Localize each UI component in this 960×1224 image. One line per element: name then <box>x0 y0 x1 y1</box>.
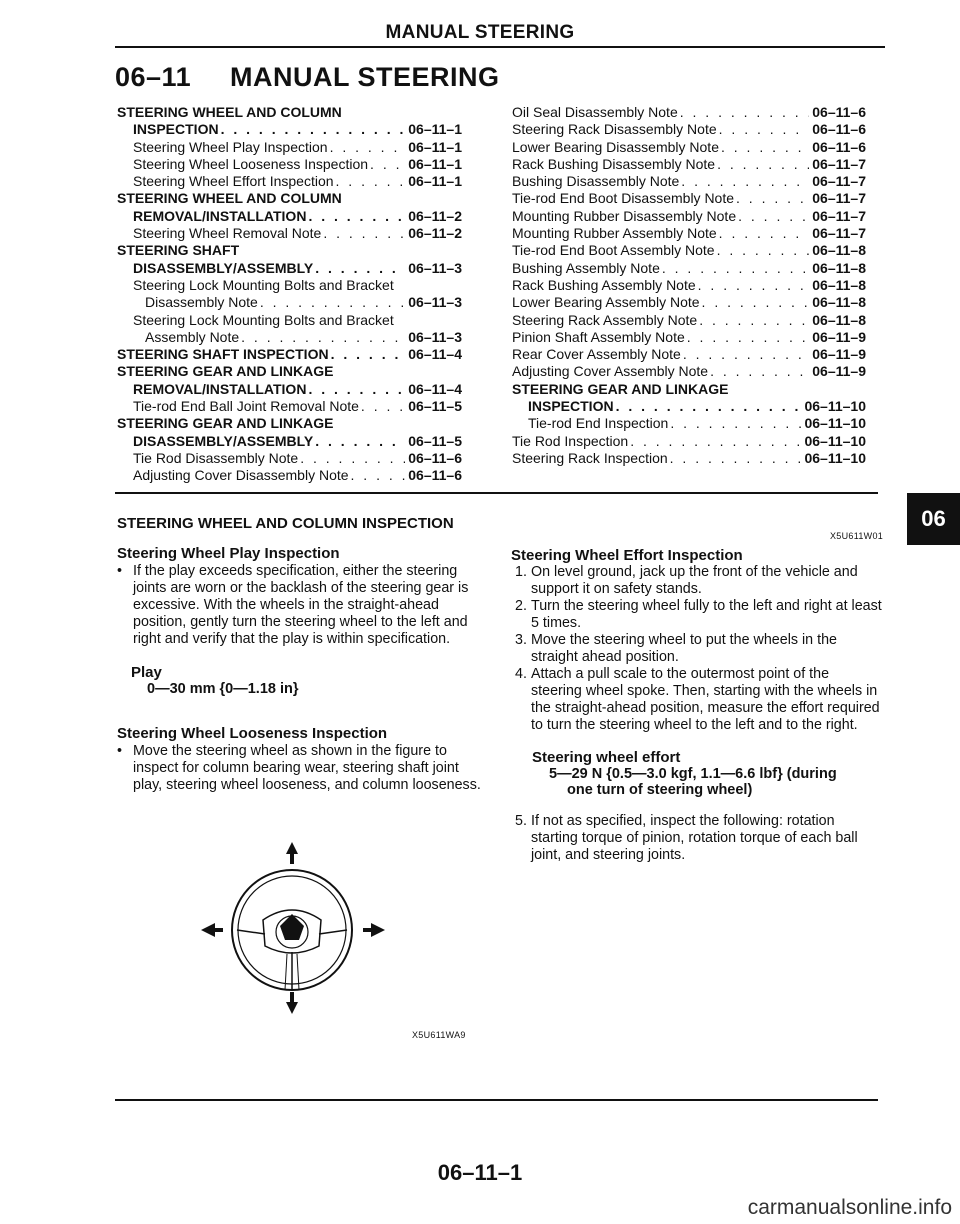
watermark-text: carmanualsonline.info <box>747 1196 952 1219</box>
toc-leader-dots <box>329 346 406 363</box>
effort-step: 2. Turn the steering wheel fully to the left and right at least 5 times. <box>515 598 882 631</box>
toc-entry-label: STEERING GEAR AND LINKAGE <box>117 363 334 380</box>
steering-wheel-figure <box>195 842 390 1017</box>
toc-entry <box>512 277 866 294</box>
toc-entry <box>117 329 462 346</box>
toc-entry <box>117 190 462 207</box>
toc-entry-page: 06–11–9 <box>812 363 866 380</box>
toc-entry-page: 06–11–6 <box>812 104 866 120</box>
toc-entry <box>512 121 866 138</box>
toc-entry-label: Steering Wheel Looseness Inspection <box>133 155 369 172</box>
toc-entry-label: DISASSEMBLY/ASSEMBLY <box>133 432 314 449</box>
toc-entry <box>117 398 462 415</box>
section-number: 06–11 <box>115 62 192 92</box>
arrow-up-icon <box>286 842 298 864</box>
toc-entry-label: Tie Rod Disassembly Note <box>133 449 299 466</box>
toc-leader-dots <box>685 329 810 346</box>
toc-leader-dots <box>321 225 405 242</box>
toc-entry <box>117 381 462 398</box>
header-rule <box>115 46 885 48</box>
toc-leader-dots <box>313 260 405 277</box>
toc-entry <box>512 415 866 432</box>
toc-leader-dots <box>697 312 809 329</box>
toc-entry-page: 06–11–6 <box>812 138 866 155</box>
toc-entry-label: Tie-rod End Boot Assembly Note <box>512 242 715 259</box>
toc-entry <box>117 415 462 432</box>
toc-entry-label: Tie-rod End Inspection <box>528 415 669 432</box>
toc-entry <box>117 433 462 450</box>
toc-leader-dots <box>715 242 810 259</box>
toc-entry <box>117 173 462 190</box>
toc-entry-page: 06–11–1 <box>408 138 462 155</box>
toc-entry-label: Oil Seal Disassembly Note <box>512 104 678 120</box>
left-body-column <box>117 545 482 794</box>
play-inspection-bullet: • If the play exceeds specification, either the steering joints are worn or the backlash of the steering gear is excessive. With the wheels in the straight-ahead position, gently turn the steering wheel to the left and right and verify that the play is within specification. <box>117 563 482 648</box>
toc-entry-label: DISASSEMBLY/ASSEMBLY <box>133 259 314 276</box>
toc-entry <box>512 363 866 380</box>
toc-entry <box>117 467 462 484</box>
toc-entry-page: 06–11–6 <box>812 121 866 138</box>
toc-entry-label: Disassembly Note <box>145 294 258 311</box>
toc-entry-page: 06–11–8 <box>812 294 866 311</box>
toc-left-column <box>117 104 462 485</box>
toc-bottom-rule <box>115 492 878 494</box>
effort-spec-value-2: one turn of steering wheel) <box>567 782 753 798</box>
toc-entry <box>512 346 866 363</box>
toc-entry <box>512 381 866 398</box>
toc-entry-label: REMOVAL/INSTALLATION <box>133 207 307 224</box>
arrow-left-icon <box>201 923 223 937</box>
toc-entry-label: Pinion Shaft Assembly Note <box>512 328 685 345</box>
toc-entry <box>117 156 462 173</box>
toc-entry <box>512 156 866 173</box>
toc-leader-dots <box>715 156 809 173</box>
toc-leader-dots <box>359 398 405 415</box>
page-number: 06–11–1 <box>437 1160 523 1185</box>
toc-entry-label: Assembly Note <box>145 328 240 345</box>
effort-step: 4. Attach a pull scale to the outermost point of the steering wheel spoke. Then, starting with the wheels in the straight-ahead position, measure the effort required to turn the steering wheel to the left and to the right. <box>515 666 880 733</box>
figure-code-right: X5U611W01 <box>830 531 884 541</box>
toc-entry-label: Steering Lock Mounting Bolts and Bracket <box>133 311 394 328</box>
arrow-right-icon <box>363 923 385 937</box>
toc-leader-dots <box>668 450 802 467</box>
toc-leader-dots <box>700 294 810 311</box>
toc-leader-dots <box>719 139 809 156</box>
figure-code-left: X5U611WA9 <box>412 1030 466 1040</box>
effort-step: 3. Move the steering wheel to put the wheels in the straight ahead position. <box>515 632 837 665</box>
toc-entry-label: Rack Bushing Disassembly Note <box>512 155 716 172</box>
toc-entry <box>512 242 866 259</box>
toc-leader-dots <box>313 433 405 450</box>
toc-entry <box>512 104 866 121</box>
toc-entry <box>512 312 866 329</box>
toc-entry <box>512 225 866 242</box>
toc-entry-label: Steering Wheel Effort Inspection <box>133 173 334 190</box>
toc-entry-page: 06–11–6 <box>408 467 462 484</box>
toc-entry-page: 06–11–7 <box>812 155 866 172</box>
arrow-down-icon <box>286 992 298 1014</box>
toc-entry-label: STEERING WHEEL AND COLUMN <box>117 190 342 207</box>
toc-entry-page: 06–11–7 <box>812 207 866 224</box>
toc-entry-page: 06–11–2 <box>408 207 462 224</box>
toc-entry-label: STEERING GEAR AND LINKAGE <box>117 415 334 432</box>
toc-entry-label: Steering Rack Disassembly Note <box>512 121 717 138</box>
section-name: MANUAL STEERING <box>230 62 500 92</box>
toc-leader-dots <box>239 329 405 346</box>
toc-leader-dots <box>736 208 809 225</box>
toc-entry-label: Steering Rack Inspection <box>512 449 668 466</box>
effort-step-text: Move the steering wheel to put the wheels in the straight ahead position. <box>531 632 837 665</box>
toc-entry <box>117 208 462 225</box>
toc-entry-page: 06–11–9 <box>812 346 866 363</box>
toc-leader-dots <box>696 277 810 294</box>
toc-entry-page: 06–11–8 <box>812 311 866 328</box>
toc-leader-dots <box>219 121 406 138</box>
toc-entry-page: 06–11–3 <box>408 328 462 345</box>
toc-entry-label: STEERING SHAFT INSPECTION <box>117 346 329 363</box>
play-spec-label: Play <box>131 664 162 681</box>
toc-entry-page: 06–11–5 <box>408 432 462 449</box>
toc-entry-label: INSPECTION <box>528 398 614 415</box>
toc-entry-label: Bushing Disassembly Note <box>512 173 680 190</box>
effort-inspection-title: Steering Wheel Effort Inspection <box>511 547 743 564</box>
toc-entry-label: Tie-rod End Boot Disassembly Note <box>512 190 735 207</box>
toc-entry-page: 06–11–1 <box>408 173 462 190</box>
toc-entry <box>117 277 462 294</box>
running-header: MANUAL STEERING <box>385 22 575 43</box>
toc-entry-label: INSPECTION <box>133 121 219 138</box>
toc-entry-page: 06–11–8 <box>812 276 866 293</box>
looseness-inspection-bullet: • Move the steering wheel as shown in the figure to inspect for column bearing wear, steering shaft joint play, steering wheel looseness, and column looseness. <box>117 743 482 794</box>
toc-leader-dots <box>258 294 405 311</box>
toc-entry <box>512 450 866 467</box>
effort-spec-value-1: 5—29 N {0.5—3.0 kgf, 1.1—6.6 lbf} (during <box>549 766 837 782</box>
toc-entry <box>117 121 462 138</box>
effort-spec-label: Steering wheel effort <box>532 749 681 766</box>
toc-entry-label: STEERING GEAR AND LINKAGE <box>512 380 729 397</box>
toc-entry <box>512 398 866 415</box>
toc-leader-dots <box>298 450 405 467</box>
toc-entry <box>117 104 462 121</box>
toc-entry-label: Mounting Rubber Assembly Note <box>512 225 717 242</box>
toc-entry-label: Adjusting Cover Assembly Note <box>512 363 709 380</box>
toc-entry <box>117 450 462 467</box>
toc-leader-dots <box>668 415 801 432</box>
toc-right-column <box>512 104 866 467</box>
toc-entry-page: 06–11–8 <box>812 259 866 276</box>
toc-entry-page: 06–11–4 <box>408 380 462 397</box>
toc-leader-dots <box>306 208 405 225</box>
toc-entry-label: REMOVAL/INSTALLATION <box>133 380 307 397</box>
toc-entry-page: 06–11–7 <box>812 173 866 190</box>
toc-entry <box>117 242 462 259</box>
effort-step-5: 5. If not as specified, inspect the following: rotation starting torque of pinion, rotation torque of each ball joint, and steering joints. <box>515 813 858 863</box>
toc-entry <box>512 208 866 225</box>
toc-entry-label: Lower Bearing Assembly Note <box>512 294 700 311</box>
toc-entry <box>117 294 462 311</box>
toc-entry <box>512 329 866 346</box>
toc-entry-label: Steering Wheel Play Inspection <box>133 138 328 155</box>
toc-entry-page: 06–11–10 <box>804 432 866 449</box>
toc-entry-label: Steering Rack Assembly Note <box>512 311 698 328</box>
right-body-column <box>511 547 883 864</box>
toc-entry-label: Mounting Rubber Disassembly Note <box>512 207 737 224</box>
toc-leader-dots <box>717 225 810 242</box>
toc-entry-page: 06–11–10 <box>804 415 866 432</box>
toc-leader-dots <box>717 121 810 138</box>
toc-leader-dots <box>349 467 406 484</box>
toc-leader-dots <box>678 104 810 121</box>
toc-entry-page: 06–11–9 <box>812 328 866 345</box>
toc-entry-label: Bushing Assembly Note <box>512 259 660 276</box>
toc-entry <box>512 260 866 277</box>
toc-entry <box>117 363 462 380</box>
toc-entry-label: Steering Wheel Removal Note <box>133 225 322 242</box>
toc-entry <box>512 294 866 311</box>
toc-leader-dots <box>708 363 809 380</box>
toc-entry-page: 06–11–10 <box>804 398 866 415</box>
toc-entry-page: 06–11–10 <box>804 449 866 466</box>
play-inspection-title: Steering Wheel Play Inspection <box>117 545 340 562</box>
toc-leader-dots <box>681 346 809 363</box>
chapter-tab: 06 <box>907 493 960 545</box>
toc-entry-page: 06–11–7 <box>812 190 866 207</box>
toc-entry-label: Rear Cover Assembly Note <box>512 346 681 363</box>
toc-entry-page: 06–11–1 <box>408 121 462 138</box>
toc-leader-dots <box>368 156 405 173</box>
looseness-inspection-title: Steering Wheel Looseness Inspection <box>117 725 388 742</box>
toc-entry-page: 06–11–3 <box>408 294 462 311</box>
toc-leader-dots <box>306 381 405 398</box>
toc-entry <box>117 346 462 363</box>
toc-leader-dots <box>628 433 801 450</box>
toc-entry-page: 06–11–2 <box>408 225 462 242</box>
toc-entry <box>512 139 866 156</box>
toc-entry-page: 06–11–8 <box>812 242 866 259</box>
toc-entry-label: Rack Bushing Assembly Note <box>512 276 696 293</box>
toc-entry-label: STEERING WHEEL AND COLUMN <box>117 104 342 120</box>
toc-entry-label: Adjusting Cover Disassembly Note <box>133 467 349 484</box>
toc-leader-dots <box>679 173 809 190</box>
toc-entry-page: 06–11–6 <box>408 449 462 466</box>
toc-entry-page: 06–11–3 <box>408 259 462 276</box>
toc-entry-page: 06–11–7 <box>812 225 866 242</box>
toc-leader-dots <box>734 190 809 207</box>
toc-leader-dots <box>660 260 809 277</box>
toc-entry-label: Tie Rod Inspection <box>512 432 629 449</box>
effort-step-text: Turn the steering wheel fully to the left and right at least 5 times. <box>531 598 882 631</box>
toc-leader-dots <box>614 398 802 415</box>
effort-step-text: On level ground, jack up the front of the vehicle and support it on safety stands. <box>531 564 858 597</box>
footer-rule <box>115 1099 878 1101</box>
toc-entry-page: 06–11–4 <box>408 346 462 363</box>
play-spec-value: 0—30 mm {0—1.18 in} <box>147 681 299 697</box>
effort-step-text: Attach a pull scale to the outermost point of the steering wheel spoke. Then, starting with the wheels in the straight-ahead position, measure the effort required to turn the steering wheel to the left and to the right. <box>531 666 880 733</box>
toc-entry <box>117 139 462 156</box>
toc-entry <box>512 190 866 207</box>
toc-entry <box>117 312 462 329</box>
toc-leader-dots <box>328 139 406 156</box>
toc-entry-page: 06–11–5 <box>408 398 462 415</box>
toc-entry <box>512 173 866 190</box>
toc-entry <box>117 225 462 242</box>
effort-steps-list <box>511 564 883 734</box>
toc-entry-label: Lower Bearing Disassembly Note <box>512 138 719 155</box>
toc-entry-label: STEERING SHAFT <box>117 242 240 259</box>
toc-entry <box>512 433 866 450</box>
effort-step: 1. On level ground, jack up the front of the vehicle and support it on safety stands. <box>515 564 858 597</box>
toc-entry-label: Steering Lock Mounting Bolts and Bracket <box>133 276 394 293</box>
toc-entry-label: Tie-rod End Ball Joint Removal Note <box>133 398 359 415</box>
toc-leader-dots <box>334 173 406 190</box>
body-heading: STEERING WHEEL AND COLUMN INSPECTION <box>117 515 454 532</box>
toc-entry-page: 06–11–1 <box>408 155 462 172</box>
toc-entry <box>117 260 462 277</box>
section-title <box>115 62 500 93</box>
effort-step-5-text: If not as specified, inspect the following: rotation starting torque of pinion, rotation torque of each ball joint, and steering joints. <box>531 813 858 863</box>
